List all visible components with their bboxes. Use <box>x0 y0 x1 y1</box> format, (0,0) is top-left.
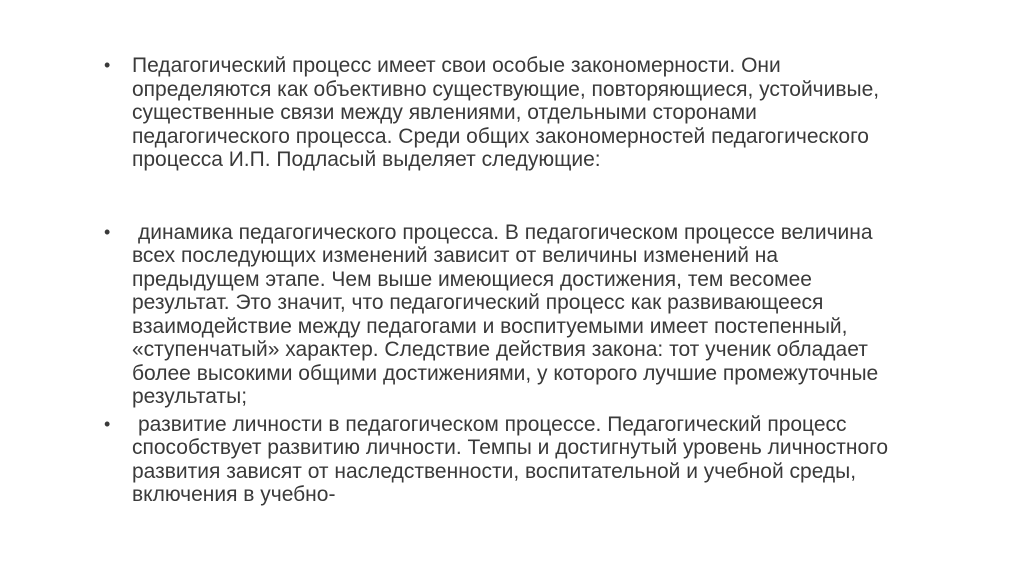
bullet-icon: • <box>104 221 111 242</box>
bullet-text <box>132 413 904 507</box>
bullet-item-process-dynamics <box>104 221 904 409</box>
bullet-icon: • <box>104 413 111 434</box>
bullet-text: Педагогический процесс имеет свои особые закономерности. Они определяются как объективно существующие, повторяющиеся, устойчивые, существенные связи между явлениями, отдельными сторонами педагогического процесса. Среди общих закономерностей педагогического процесса И.П. Подласый выделяет следующие: <box>132 54 880 171</box>
bullet-text-content: развитие личности в педагогическом процессе. Педагогический процесс способствует развитию личности. Темпы и достигнутый уровень личностного развития зависят от наследственности, воспитательной и учебной среды, включения в учебно- <box>132 412 889 506</box>
bullet-item-personality-development <box>104 413 904 507</box>
bullet-text-content: динамика педагогического процесса. В педагогическом процессе величина всех последующих изменений зависит от величины изменений на предыдущем этапе. Чем выше имеющиеся достижения, тем весомее результат. Это значит, что педагогический процесс как развивающееся взаимодействие между педагогами и воспитуемыми имеет постепенный, «ступенчатый» характер. Следствие действия закона: тот ученик обладает более высокими общими достижениями, у которого лучшие промежуточные результаты; <box>132 220 879 408</box>
bullet-list <box>104 54 904 507</box>
bullet-item-patterns-intro <box>104 54 904 172</box>
bullet-text <box>132 221 904 409</box>
bullet-icon: • <box>104 55 111 75</box>
